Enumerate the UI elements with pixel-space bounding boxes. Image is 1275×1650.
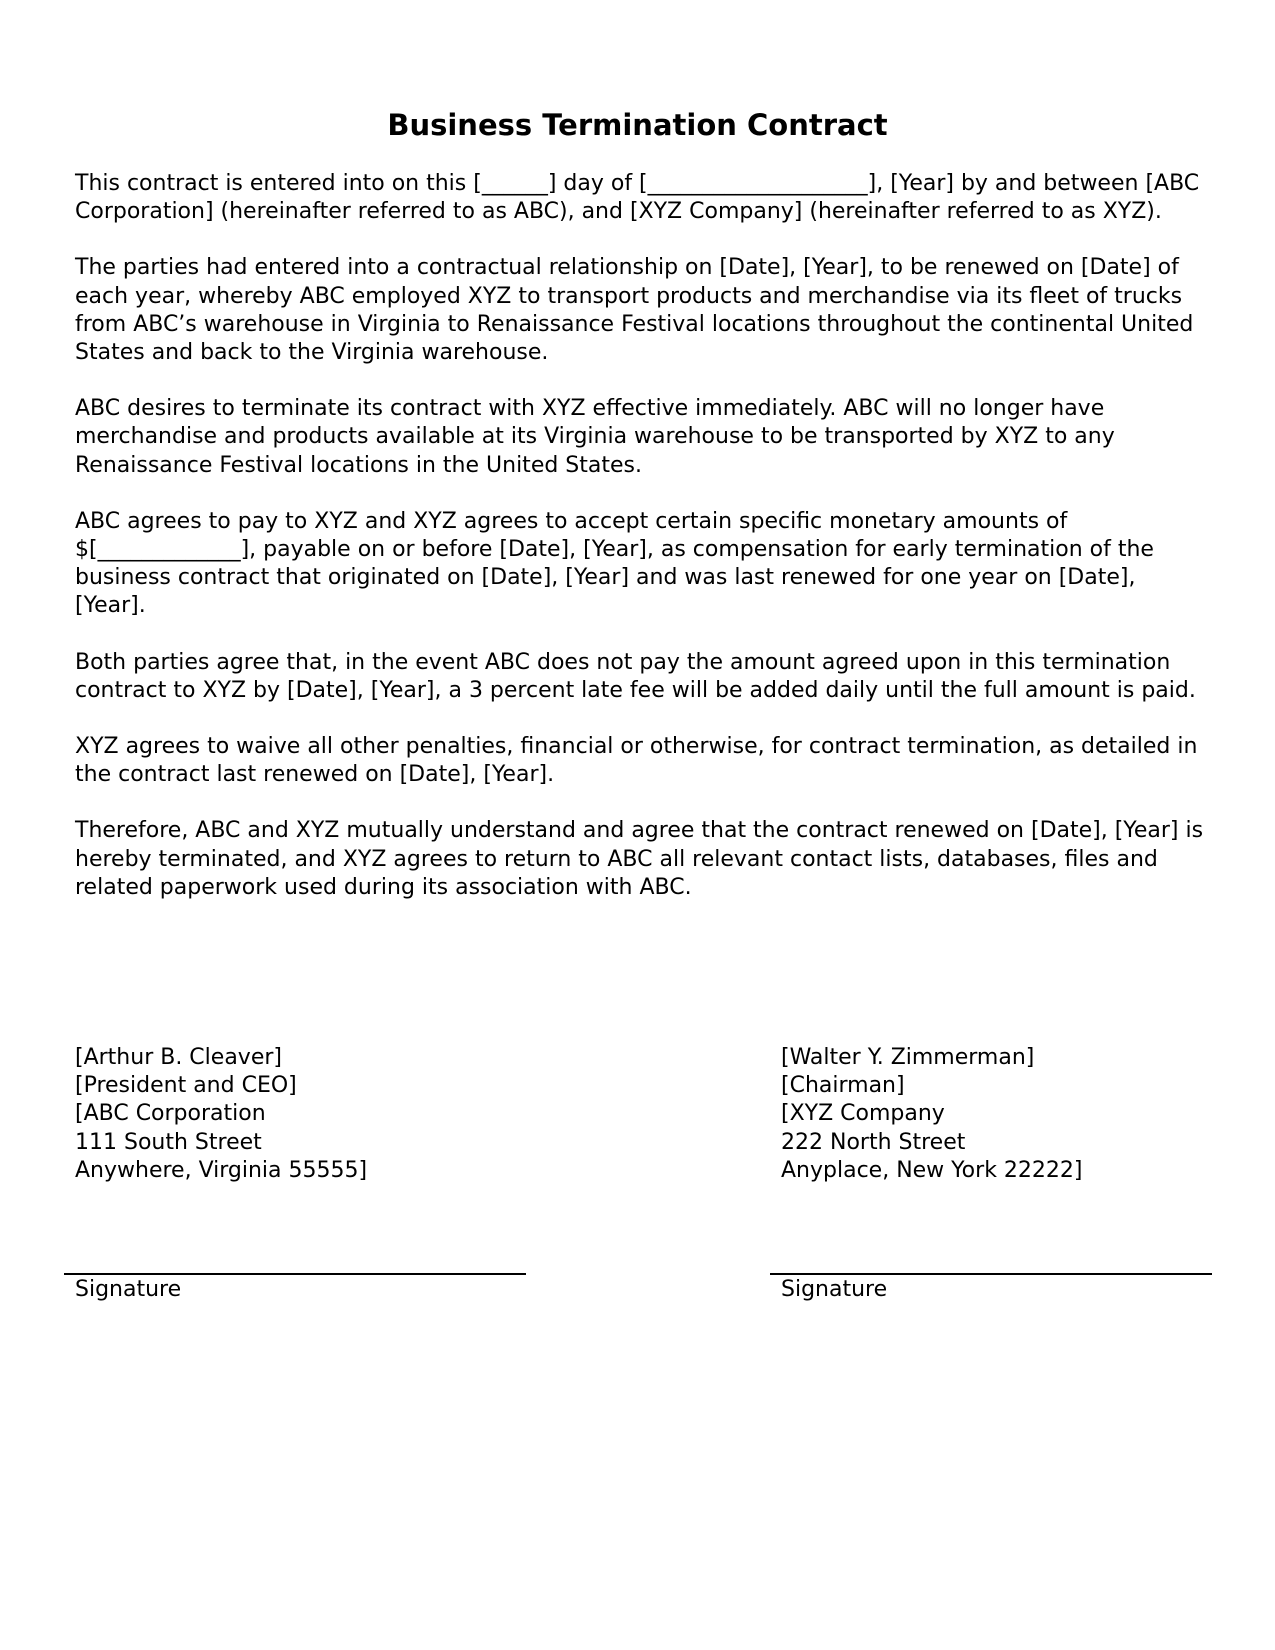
- signatory-city: Anywhere, Virginia 55555]: [75, 1157, 368, 1183]
- signatory-title: [President and CEO]: [75, 1073, 297, 1099]
- paragraph-late-fee: Both parties agree that, in the event ABC does not pay the amount agreed upon in this termination contract to XYZ by [Date], [Year], a 3 percent late fee will be added daily until the full amount is paid.: [75, 649, 1196, 703]
- signature-line-abc[interactable]: [64, 1273, 526, 1275]
- signatory-company: [XYZ Company: [781, 1101, 945, 1127]
- signatory-abc: [75, 1044, 367, 1185]
- document-title: Business Termination Contract: [387, 108, 888, 142]
- signatory-xyz: [781, 1044, 1083, 1185]
- signature-line-xyz[interactable]: [770, 1273, 1212, 1275]
- signatory-name: [Walter Y. Zimmerman]: [781, 1045, 1035, 1070]
- signatory-street: 111 South Street: [75, 1129, 262, 1155]
- signatory-name: [Arthur B. Cleaver]: [75, 1045, 282, 1070]
- signatory-title: [Chairman]: [781, 1073, 905, 1099]
- contract-body: [75, 170, 1205, 930]
- signature-label-abc: Signature: [75, 1277, 182, 1302]
- signature-label-xyz: Signature: [781, 1277, 888, 1302]
- signatory-company: [ABC Corporation: [75, 1101, 266, 1127]
- paragraph-relationship: The parties had entered into a contractual relationship on [Date], [Year], to be renewed on [Date] of each year, whereby ABC employed XYZ to transport products and merchandise via its fleet of trucks from ABC’s warehouse in Virginia to Renaissance Festival locations throughout the continental United States and back to the Virginia warehouse.: [75, 255, 1194, 366]
- signatory-street: 222 North Street: [781, 1129, 966, 1155]
- paragraph-termination: ABC desires to terminate its contract with XYZ effective immediately. ABC will no longer have merchandise and products available at its Virginia warehouse to be transported by XYZ to any Renaissance Festival locations in the United States.: [75, 396, 1115, 478]
- paragraph-waiver: XYZ agrees to waive all other penalties, financial or otherwise, for contract termination, as detailed in the contract last renewed on [Date], [Year].: [75, 734, 1198, 788]
- paragraph-conclusion: Therefore, ABC and XYZ mutually understand and agree that the contract renewed on [Date], [Year] is hereby terminated, and XYZ agrees to return to ABC all relevant contact lists, databases, files and related paperwork used during its association with ABC.: [75, 818, 1204, 900]
- paragraph-intro: This contract is entered into on this [______] day of [____________________], [Year] by and between [ABC Corporation] (hereinafter referred to as ABC), and [XYZ Company] (hereinafter referred to as XYZ).: [75, 171, 1200, 225]
- signatory-city: Anyplace, New York 22222]: [781, 1157, 1083, 1183]
- paragraph-compensation: ABC agrees to pay to XYZ and XYZ agrees to accept certain specific monetary amounts of $[_____________], payable on or before [Date], [Year], as compensation for early termination of the business contract that originated on [Date], [Year] and was last renewed for one year on [Date], [Year].: [75, 508, 1154, 619]
